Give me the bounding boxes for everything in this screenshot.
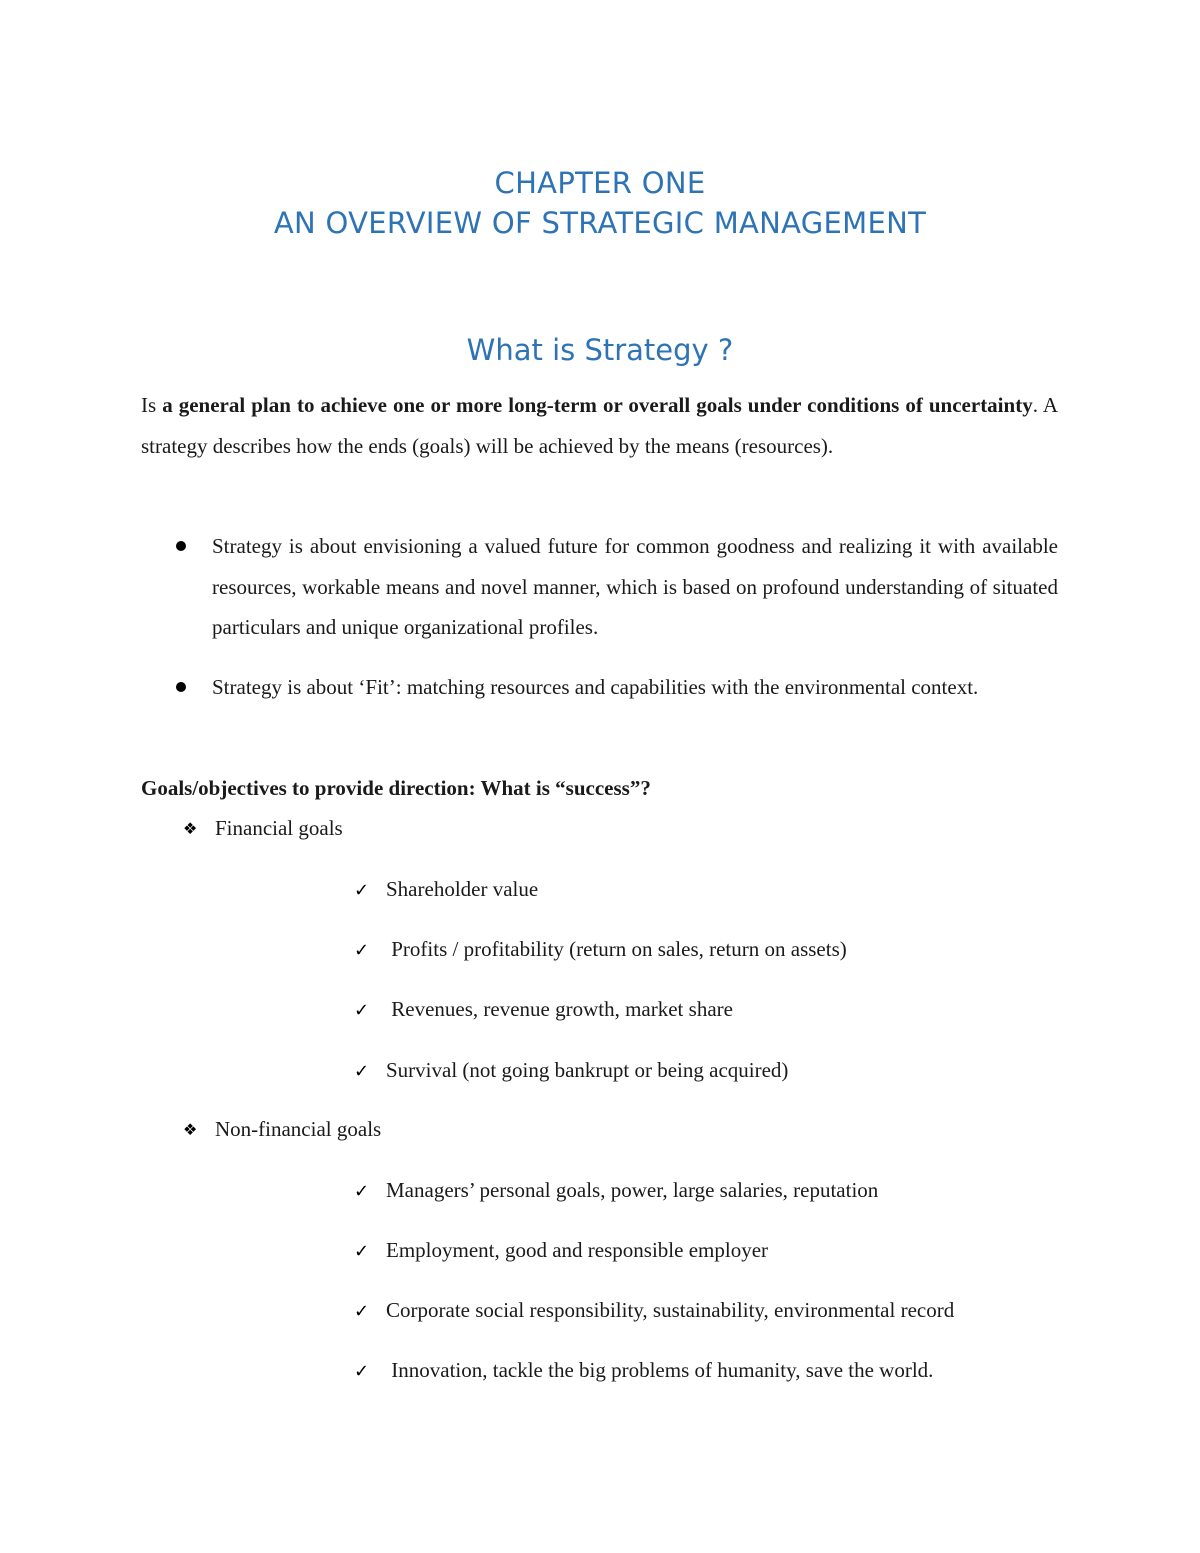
chapter-heading [0,163,1200,243]
goal-item [354,1235,768,1267]
diamond-bullet-icon: ❖ [183,819,198,838]
goal-item-text: Survival (not going bankrupt or being acquired) [386,1058,789,1082]
goal-item-text: Revenues, revenue growth, market share [386,997,733,1021]
goal-item [354,1355,933,1387]
bullet-paragraph: Strategy is about envisioning a valued future for common goodness and realizing it with available resources, workable means and novel manner, which is based on profound understanding of situated particulars and unique organizational profiles. [212,534,1058,639]
intro-lead: Is [141,393,163,417]
goal-item [354,994,733,1026]
goal-item [354,1175,878,1207]
goal-group-nonfinancial [183,1114,381,1145]
goal-item-text: Innovation, tackle the big problems of humanity, save the world. [386,1358,934,1382]
checkmark-icon: ✓ [354,1361,370,1382]
goal-item [354,934,847,966]
intro-rest: . A strategy describes how the ends (goals) will be achieved by the means (resources). [141,393,1058,458]
goal-group-label: Financial goals [215,816,343,840]
section-title: What is Strategy ? [466,333,734,367]
definition-text: a general plan to achieve one or more long-term or overall goals under conditions of uncertainty [162,393,1033,417]
checkmark-icon: ✓ [354,1301,370,1322]
goal-item [354,874,538,906]
goal-item-text: Managers’ personal goals, power, large salaries, reputation [386,1178,879,1202]
goal-item-text: Profits / profitability (return on sales, return on assets) [386,937,847,961]
diamond-bullet-icon: ❖ [183,1120,198,1139]
checkmark-icon: ✓ [354,1000,370,1021]
bullet-icon [176,682,186,692]
goal-item [354,1295,954,1327]
bullet-paragraph: Strategy is about ‘Fit’: matching resources and capabilities with the environmental context. [212,675,979,699]
bullet-icon [176,541,186,551]
checkmark-icon: ✓ [354,1061,370,1082]
goal-item-text: Employment, good and responsible employer [386,1238,769,1262]
checkmark-icon: ✓ [354,880,370,901]
goals-heading: Goals/objectives to provide direction: What is “success”? [141,776,651,800]
goal-group-label: Non-financial goals [215,1117,382,1141]
checkmark-icon: ✓ [354,1241,370,1262]
goal-item [354,1055,788,1087]
checkmark-icon: ✓ [354,940,370,961]
chapter-number: CHAPTER ONE [494,166,706,200]
goal-item-text: Corporate social responsibility, sustainability, environmental record [386,1298,955,1322]
chapter-title: AN OVERVIEW OF STRATEGIC MANAGEMENT [273,206,927,240]
goal-item-text: Shareholder value [386,877,539,901]
goal-group-financial [183,813,343,844]
intro-paragraph [141,385,1058,466]
checkmark-icon: ✓ [354,1181,370,1202]
